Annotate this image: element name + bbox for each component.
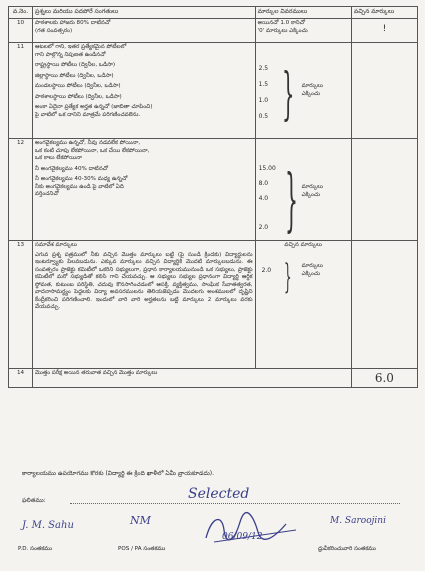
marks-value: 2.5 bbox=[258, 65, 269, 72]
row-number: 11 bbox=[9, 43, 33, 139]
question-line: నీ అంగవైకల్యము 40-30% మధ్య ఉన్నచో bbox=[35, 176, 128, 183]
row-marks-detail bbox=[255, 139, 351, 241]
row-number: 14 bbox=[9, 369, 33, 388]
question-line: గాని పాల్గొన్న నిపుణత ఉండినచో bbox=[35, 51, 106, 58]
pd-signature-label: P.D. సంతకము bbox=[18, 546, 53, 552]
reviewer-signature-label: ధ్రువీకరించువారి సంతకము bbox=[318, 546, 376, 552]
office-use-note: కార్యాలయము ఉపయోగము కొరకు (విద్యార్థి ఈ క్రింది ఖాళీలో ఏమీ వ్రాయకూడదు). bbox=[22, 470, 215, 477]
interview-paragraph: ఎగువ ప్రశ్న పత్రములో నీకు వచ్చిన మొత్తం మార్కులు బట్టి (పై సుండి క్రిందకు) విద్యార్థులను ఇంటర్వ్యూకు పిలవబడును. ఎక్కువ మార్కులు వచ్చిన విద్యార్థికి మొదటి మార్కులబడును. ఈ సంవత్సరం ప్రాజెక్టు కమిటీలో ఒకరిని సభ్యులుగా, ప్రధాన కార్యాలయమునుండి ఒక సభ్యులు, ప్రాజెక్టు కమిటీలో మరో సభ్యుడితో కలిసి గాని చేయవచ్చు. ఆ సభ్యులు సభ్యుల ప్రధానంగా విద్యార్థి ఆర్థిక స్థోమత, కుటుంబ పరిస్థితి, చదువు కొనసాగించడంలో ఆసక్తి, వ్యక్తిత్వము, సాంఘిక సేవాతత్వరత, వాదనాసామర్థ్యం పెద్దలకు విద్యా అవసరములను తెలియజెప్పడం మొదలగు అంశములలో దృష్టిని కేంద్రీకరించి పరిగణించాలి. ఇందులో వారి వారి అర్హతలను బట్టి మార్కులు 2 మార్కులు వరకు వేయవచ్చు. bbox=[35, 251, 253, 311]
note-line: మార్కులు bbox=[301, 83, 323, 89]
header-marks-detail: మార్కుల వివరములు bbox=[255, 7, 351, 19]
note-line: మార్కులు bbox=[301, 184, 323, 190]
marks-note bbox=[302, 184, 323, 200]
pos-signature-label: POS / PA సంతకము bbox=[118, 546, 166, 552]
marks-value: 0.5 bbox=[258, 113, 269, 120]
reviewer-name: M. Saroojini bbox=[330, 516, 386, 526]
given-marks-empty bbox=[351, 43, 417, 139]
result-label: ఫలితము: bbox=[22, 497, 46, 504]
marks-value: 2.0 bbox=[258, 224, 269, 231]
result-line bbox=[70, 503, 400, 504]
question-line: ఒక కంటి చూపు లేకపోయినా, ఒక చేయి లేకపోయినా, bbox=[35, 147, 150, 154]
row-question bbox=[33, 43, 256, 139]
note-line: ఎక్కించు bbox=[301, 270, 321, 277]
row-question bbox=[33, 19, 256, 43]
question-line: పాఠశాలస్థాయి పోటీలు (ద్వినీల, ఒడిసా) bbox=[35, 93, 122, 100]
row-question bbox=[33, 139, 256, 241]
question-line: పై వాటిలో ఒక దానిని మాత్రమే పరిగణించవలెను. bbox=[35, 111, 141, 118]
note-line: ఎక్కించు bbox=[301, 191, 321, 198]
question-line: మండలస్థాయి పోటీలు (ద్వినీల, ఒడిసా) bbox=[35, 83, 121, 90]
given-marks-empty bbox=[351, 139, 417, 241]
question-line: అంకా ఏదైనా ప్రత్యేక అర్హత ఉన్నచో (జాబితా చూపించి) bbox=[35, 104, 153, 111]
application-form bbox=[8, 6, 418, 388]
header-question: ప్రశ్నలు మరియు పదపోరే సంగతులు bbox=[33, 7, 256, 19]
given-marks-empty bbox=[351, 241, 417, 369]
marks-title: వచ్చిన మార్కులు bbox=[284, 242, 322, 248]
result-value: Selected bbox=[188, 486, 250, 502]
table-row-14 bbox=[9, 369, 418, 388]
question-line: జిల్లాస్థాయి పోటీలు (ద్వినీల, ఒడిసా) bbox=[35, 72, 114, 79]
note-line: మార్కులు bbox=[301, 263, 323, 269]
row-marks-detail bbox=[255, 43, 351, 139]
marks-value: 1.5 bbox=[258, 81, 269, 88]
row-number: 10 bbox=[9, 19, 33, 43]
marks-note bbox=[302, 263, 323, 279]
row-number: 13 bbox=[9, 241, 33, 369]
question-line: పాఠశాలకు హాజరు 80% దాటినచో bbox=[35, 20, 111, 26]
curly-brace-icon: } bbox=[284, 161, 298, 240]
marks-table bbox=[8, 6, 418, 388]
marks-value: 8.0 bbox=[258, 180, 269, 187]
marks-value: 1.0 bbox=[258, 97, 269, 104]
pd-signature: J. M. Sahu bbox=[22, 520, 74, 531]
row-marks-detail bbox=[255, 19, 351, 43]
question-line: ఒక కాలు లేకపోయినా bbox=[35, 155, 82, 162]
row-marks-detail bbox=[255, 241, 351, 369]
section-title: సమావేశ మార్కులు bbox=[35, 242, 77, 248]
marks-value: 15.00 bbox=[258, 165, 276, 172]
table-row-12 bbox=[9, 139, 418, 241]
pos-signature: NM bbox=[130, 514, 151, 527]
given-marks-value: ! bbox=[351, 19, 417, 43]
table-header-row bbox=[9, 7, 418, 19]
question-line: వర్తించనిచో bbox=[35, 191, 59, 198]
header-given-marks: వచ్చిన మార్కులు bbox=[351, 7, 417, 19]
marks-note bbox=[302, 83, 323, 99]
reviewer-date: 06/09/12 bbox=[222, 532, 263, 542]
curly-brace-icon: } bbox=[283, 257, 292, 297]
question-line: రాష్ట్రస్థాయి పోటీలు (ద్వినీల, ఒడిసా) bbox=[35, 62, 116, 69]
question-line: (గత సంవత్సరం) bbox=[35, 27, 73, 34]
question-line: ఆటలలో గాని, ఇతర ప్రత్యేకమైన పోటీలలో bbox=[35, 44, 127, 50]
table-row-11 bbox=[9, 43, 418, 139]
total-marks-value: 6.0 bbox=[351, 369, 417, 388]
table-row-10 bbox=[9, 19, 418, 43]
row-question bbox=[33, 241, 256, 369]
marks-value: 4.0 bbox=[258, 195, 269, 202]
question-line: నీకు అంగవైకల్యము ఉండి పై వాటిలో ఏది bbox=[35, 183, 124, 190]
marks-value: 2.0 bbox=[261, 267, 272, 274]
note-line: ఎక్కించు bbox=[301, 90, 321, 97]
total-marks-label: మొత్తం పరీక్ష అయిన తరువాత వచ్చిన మొత్తం మార్కులు bbox=[33, 369, 352, 388]
question-line: అంగవైకల్యము ఉన్నచో, నీవు నడవలేక పోయినా, bbox=[35, 140, 141, 146]
question-line: నీ అంగవైకల్యము 40% దాటినచో bbox=[35, 165, 109, 172]
header-number: వ.నెం. bbox=[9, 7, 33, 19]
reviewer-signature-icon bbox=[200, 508, 310, 548]
curly-brace-icon: } bbox=[281, 62, 295, 127]
marks-line: అయినచో 1.0 కానిచో bbox=[257, 20, 305, 26]
row-number: 12 bbox=[9, 139, 33, 241]
marks-line: '0' మార్కులు ఎక్కించు bbox=[257, 27, 308, 34]
table-row-13 bbox=[9, 241, 418, 369]
